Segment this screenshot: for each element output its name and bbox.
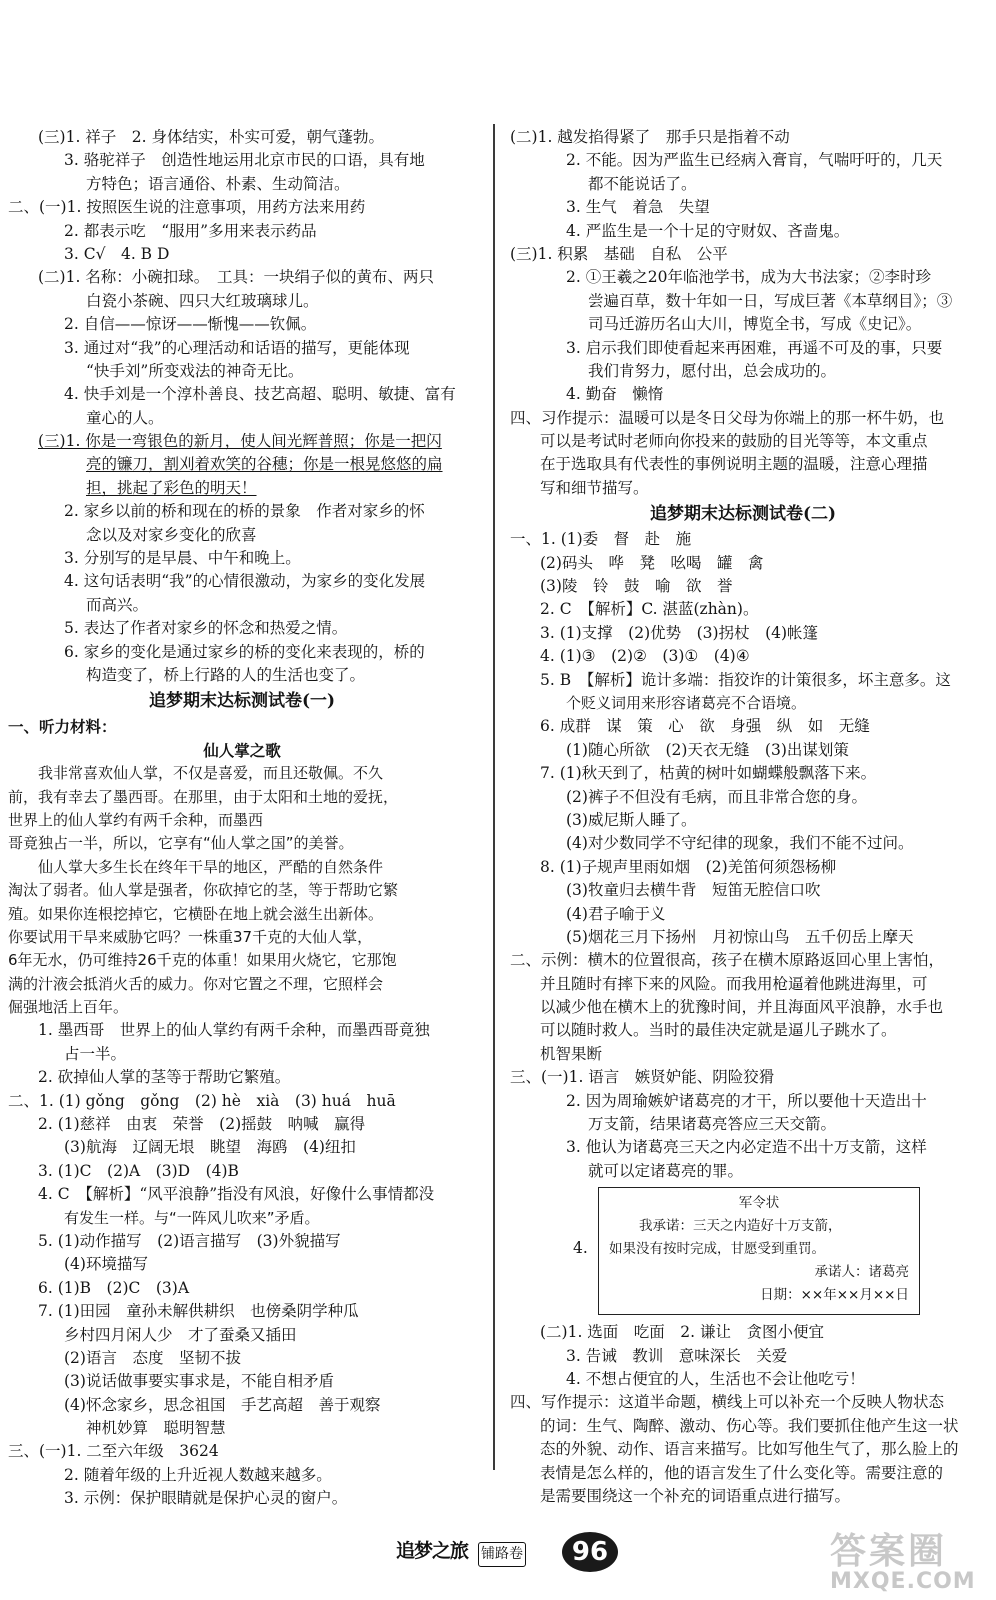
- listening-text: 淘汰了弱者。仙人掌是强者，你砍掉它的茎，等于帮助它繁: [8, 881, 399, 900]
- item-number: 4.: [573, 1239, 588, 1258]
- answer-line: (4)环境描写: [64, 1255, 148, 1274]
- answer-line: “快手刘”所变戏法的神奇无比。: [86, 361, 304, 380]
- page-number: 96: [562, 1532, 618, 1572]
- answer-line: 机智果断: [540, 1044, 603, 1063]
- answer-line: 是需要围绕这一个补充的词语重点进行描写。: [540, 1486, 851, 1505]
- answer-line: (1)随心所欲 (2)天衣无缝 (3)出谋划策: [566, 740, 849, 759]
- answer-line: 构造变了，桥上行路的人的生活也变了。: [86, 665, 366, 684]
- box-signer: 承诺人：诸葛亮: [814, 1264, 909, 1281]
- listening-title: 仙人掌之歌: [203, 740, 281, 760]
- answer-line: 司马迁游历名山大川，博览全书，写成《史记》。: [588, 315, 922, 334]
- listening-text: 世界上的仙人掌约有两千余种，而墨西: [8, 810, 264, 829]
- answer-line: 7. (1)秋天到了，枯黄的树叶如蝴蝶般飘落下来。: [540, 764, 877, 783]
- answer-line: 方特色；语言通俗、朴素、生动简洁。: [86, 174, 350, 193]
- answer-line: 3. 通过对“我”的心理活动和话语的描写，更能体现: [64, 338, 410, 357]
- answer-line: (二)1. 名称：小碗扣球。 工具：一块绢子似的黄布、两只: [38, 268, 435, 287]
- answer-line: 2. 自信——惊讶——惭愧——钦佩。: [64, 315, 317, 334]
- answer-line: 2. (1)慈祥 由衷 荣誉 (2)摇鼓 呐喊 赢得: [38, 1115, 366, 1134]
- answer-line: 3. 他认为诸葛亮三天之内必定造不出十万支箭，这样: [566, 1138, 927, 1157]
- right-column: [510, 126, 976, 1508]
- answer-line: 在于选取具有代表性的事例说明主题的温暖，注意心理描: [540, 455, 928, 474]
- answer-line: 2. 因为周瑜嫉妒诸葛亮的才干，所以要他十天造出十: [566, 1091, 927, 1110]
- answer-line: 3. 启示我们即使看起来再困难，再遥不可及的事，只要: [566, 338, 943, 357]
- answer-line: (二)1. 选面 吃面 2. 谦让 贪图小便宜: [540, 1323, 825, 1342]
- answer-line: 写和细节描写。: [540, 478, 649, 497]
- answer-line: (4)怀念家乡，思念祖国 手艺高超 善于观察: [64, 1395, 381, 1414]
- series-logo: 追梦之旅: [396, 1540, 469, 1562]
- answer-line: 4. 这句话表明“我”的心情很激动，为家乡的变化发展: [64, 572, 426, 591]
- answer-line: 三、(一)1. 语言 嫉贤妒能、阴险狡猾: [510, 1068, 775, 1087]
- answer-line: 并且随时有摔下来的风险。而我用枪逼着他跳进海里，可: [540, 974, 928, 993]
- answer-line: 3. 告诫 教训 意味深长 关爱: [566, 1346, 788, 1365]
- watermark-url: MXQE.COM: [830, 1569, 976, 1594]
- column-divider: [493, 124, 495, 1470]
- listening-text: 仙人掌大多生长在终年干旱的地区，严酷的自然条件: [38, 857, 384, 876]
- answer-line: 童心的人。: [86, 408, 164, 427]
- listening-text: 6年无水，仍可维持26千克的体重！如果用火烧它，它那饱: [8, 951, 397, 970]
- answer-line: 三、(一)1. 二至六年级 3624: [8, 1442, 219, 1461]
- answer-line: 就可以定诸葛亮的罪。: [588, 1161, 744, 1180]
- answer-line: 表情是怎么样的，他的语言发生了什么变化等。需要注意的: [540, 1463, 944, 1482]
- answer-line: 6. 成群 谋 策 心 欲 身强 纵 如 无缝: [540, 717, 870, 736]
- answer-line: 担，挑起了彩色的明天！: [86, 478, 257, 497]
- answer-line: 4. 勤奋 懒惰: [566, 385, 664, 404]
- answer-line: 2. 都表示吃 “服用”多用来表示药品: [64, 221, 317, 240]
- answer-line: 4. 不想占便宜的人，生活也不会让他吃亏！: [566, 1369, 865, 1388]
- answer-line: 3. C√ 4. B D: [64, 244, 170, 263]
- answer-line: 2. 家乡以前的桥和现在的桥的景象 作者对家乡的怀: [64, 502, 425, 521]
- page-footer: [0, 1520, 996, 1594]
- answer-line: (3)威尼斯人睡了。: [566, 810, 697, 829]
- answer-line: (3)航海 辽阔无垠 眺望 海鸥 (4)纽扣: [64, 1138, 356, 1157]
- listening-text: 我非常喜欢仙人掌，不仅是喜爱，而且还敬佩。不久: [38, 764, 384, 783]
- answer-line: 占一半。: [64, 1044, 127, 1063]
- box-title: 军令状: [738, 1195, 780, 1212]
- box-line: 如果没有按时完成，甘愿受到重罚。: [609, 1241, 825, 1258]
- watermark-text: 答案圈: [830, 1531, 948, 1572]
- answer-line: 可以是考试时老师向你投来的鼓励的目光等等，本文重点: [540, 432, 928, 451]
- military-order-box: [598, 1187, 920, 1315]
- box-date: 日期：××年××月××日: [760, 1287, 909, 1304]
- answer-line: 二、1. (1) gǒng gǒng (2) hè xià (3) huá huā: [8, 1091, 396, 1110]
- answer-line: 以减少他在横木上的犹豫时间，并且海面风平浪静，水手也: [540, 998, 944, 1017]
- answer-line: 神机妙算 聪明智慧: [86, 1419, 226, 1438]
- answer-line: 2. ①王羲之20年临池学书，成为大书法家；②李时珍: [566, 268, 931, 287]
- answer-line: 二、(一)1. 按照医生说的注意事项，用药方法来用药: [8, 198, 366, 217]
- answer-line: 而高兴。: [86, 595, 149, 614]
- answer-line: 乡村四月闲人少 才了蚕桑又插田: [64, 1325, 297, 1344]
- answer-line: 有发生一样。与“一阵风儿吹来”矛盾。: [64, 1208, 320, 1227]
- answer-line: 4. 严监生是一个十足的守财奴、吝啬鬼。: [566, 221, 850, 240]
- answer-line: (2)语言 态度 坚韧不拔: [64, 1348, 241, 1367]
- answer-line: (2)裤子不但没有毛病，而且非常合您的身。: [566, 787, 867, 806]
- answer-line: 万支箭，结果诸葛亮答应三天交箭。: [588, 1115, 837, 1134]
- answer-line: 都不能说话了。: [588, 174, 697, 193]
- section-title: 追梦期末达标测试卷(二): [649, 504, 837, 525]
- answer-line: 3. 骆驼祥子 创造性地运用北京市民的口语，具有地: [64, 151, 425, 170]
- answer-line: (4)对少数同学不守纪律的现象，我们不能不过问。: [566, 834, 914, 853]
- answer-line: (3)牧童归去横牛背 短笛无腔信口吹: [566, 881, 821, 900]
- answer-line: 5. 表达了作者对家乡的怀念和热爱之情。: [64, 619, 348, 638]
- answer-line: 个贬义词用来形容诸葛亮不合语境。: [566, 693, 807, 712]
- answer-line: 念以及对家乡变化的欣喜: [86, 525, 257, 544]
- answer-line: 3. 示例：保护眼睛就是保护心灵的窗户。: [64, 1489, 348, 1508]
- box-line: 我承诺：三天之内造好十万支箭，: [639, 1218, 842, 1235]
- answer-line: 四、习作提示：温暖可以是冬日父母为你端上的那一杯牛奶，也: [510, 408, 945, 427]
- answer-line: 一、听力材料：: [8, 717, 117, 737]
- answer-line: (三)1. 积累 基础 自私 公平: [510, 244, 728, 263]
- answer-line: 白瓷小茶碗、四只大红玻璃球儿。: [86, 291, 319, 310]
- left-column: [8, 126, 476, 1511]
- answer-line: 我们肯努力，愿付出，总会成功的。: [588, 361, 837, 380]
- answer-line: (三)1. 你是一弯银色的新月，使人间光辉普照；你是一把闪: [38, 432, 442, 451]
- answer-line: 态的外貌、动作、语言来描写。比如写他生气了，那么脸上的: [540, 1440, 959, 1459]
- answer-line: 2. C 【解析】C. 湛蓝(zhàn)。: [540, 600, 759, 619]
- listening-text: 前，我有幸去了墨西哥。在那里，由于太阳和土地的爱抚，: [8, 787, 399, 806]
- answer-line: 3. 生气 着急 失望: [566, 198, 710, 217]
- answer-line: 亮的镰刀，割刈着欢笑的谷穗；你是一根晃悠悠的扁: [86, 455, 443, 474]
- answer-line: 四、写作提示：这道半命题，横线上可以补充一个反映人物状态: [510, 1393, 945, 1412]
- answer-line: 3. (1)C (2)A (3)D (4)B: [38, 1161, 239, 1180]
- answer-line: 二、示例：横木的位置很高，孩子在横木原路返回心里上害怕，: [510, 951, 945, 970]
- answer-line: 1. 墨西哥 世界上的仙人掌约有两千余种，而墨西哥竟独: [38, 1021, 430, 1040]
- listening-text: 你要试用干旱来威胁它吗？一株重37千克的大仙人掌，: [8, 927, 373, 946]
- answer-line: 6. (1)B (2)C (3)A: [38, 1278, 190, 1297]
- answer-line: (5)烟花三月下扬州 月初惊山鸟 五千仞岳上摩天: [566, 927, 914, 946]
- answer-line: (三)1. 祥子 2. 身体结实，朴实可爱，朝气蓬勃。: [38, 128, 385, 146]
- watermark: [830, 1531, 976, 1594]
- answer-line: 的词：生气、陶醉、激动、伤心等。我们要抓住他产生这一状: [540, 1416, 959, 1435]
- listening-text: 满的汁液会抵消火舌的威力。你对它置之不理，它照样会: [8, 974, 384, 993]
- answer-line: 一、1. (1)委 督 赴 施: [510, 530, 692, 549]
- listening-text: 哥竟独占一半，所以，它享有“仙人掌之国”的美誉。: [8, 834, 354, 853]
- answer-line: (4)君子喻于义: [566, 904, 666, 923]
- answer-line: 2. 砍掉仙人掌的茎等于帮助它繁殖。: [38, 1068, 291, 1087]
- answer-line: 5. B 【解析】诡计多端：指狡诈的计策很多，坏主意多。这: [540, 670, 951, 689]
- answer-line: 2. 不能。因为严监生已经病入膏肓，气喘吁吁的，几天: [566, 151, 943, 170]
- military-order-block: [510, 1187, 976, 1321]
- listening-text: 倔强地活上百年。: [8, 998, 129, 1017]
- answer-line: 2. 随着年级的上升近视人数越来越多。: [64, 1465, 332, 1484]
- series-badge: 铺路卷: [478, 1542, 526, 1567]
- answer-line: 可以随时救人。当时的最佳决定就是逼儿子跳水了。: [540, 1021, 897, 1040]
- answer-line: 8. (1)子规声里雨如烟 (2)羌笛何须怨杨柳: [540, 857, 837, 876]
- answer-line: 6. 家乡的变化是通过家乡的桥的变化来表现的，桥的: [64, 642, 425, 661]
- answer-line: 尝遍百草，数十年如一日，写成巨著《本草纲目》；③: [588, 291, 953, 310]
- answer-line: 4. C 【解析】“风平浪静”指没有风浪，好像什么事情都没: [38, 1185, 435, 1204]
- answer-line: 5. (1)动作描写 (2)语言描写 (3)外貌描写: [38, 1231, 341, 1250]
- listening-text: 殖。如果你连根挖掉它，它横卧在地上就会滋生出新体。: [8, 904, 384, 923]
- answer-line: 3. 分别写的是早晨、中午和晚上。: [64, 549, 301, 568]
- answer-line: 3. (1)支撑 (2)优势 (3)拐杖 (4)帐篷: [540, 623, 819, 642]
- answer-line: (3)陵 铃 鼓 喻 欲 誉: [540, 577, 733, 596]
- answer-line: 4. 快手刘是一个淳朴善良、技艺高超、聪明、敏捷、富有: [64, 385, 456, 404]
- answer-line: (二)1. 越发掐得紧了 那手只是指着不动: [510, 128, 790, 146]
- section-title: 追梦期末达标测试卷(一): [148, 691, 336, 712]
- answer-line: (2)码头 哗 凳 吆喝 罐 禽: [540, 553, 764, 572]
- answer-line: 4. (1)③ (2)② (3)① (4)④: [540, 647, 750, 666]
- answer-line: 7. (1)田园 童孙未解供耕织 也傍桑阴学种瓜: [38, 1302, 359, 1321]
- answer-line: (3)说话做事要实事求是，不能自相矛盾: [64, 1372, 334, 1391]
